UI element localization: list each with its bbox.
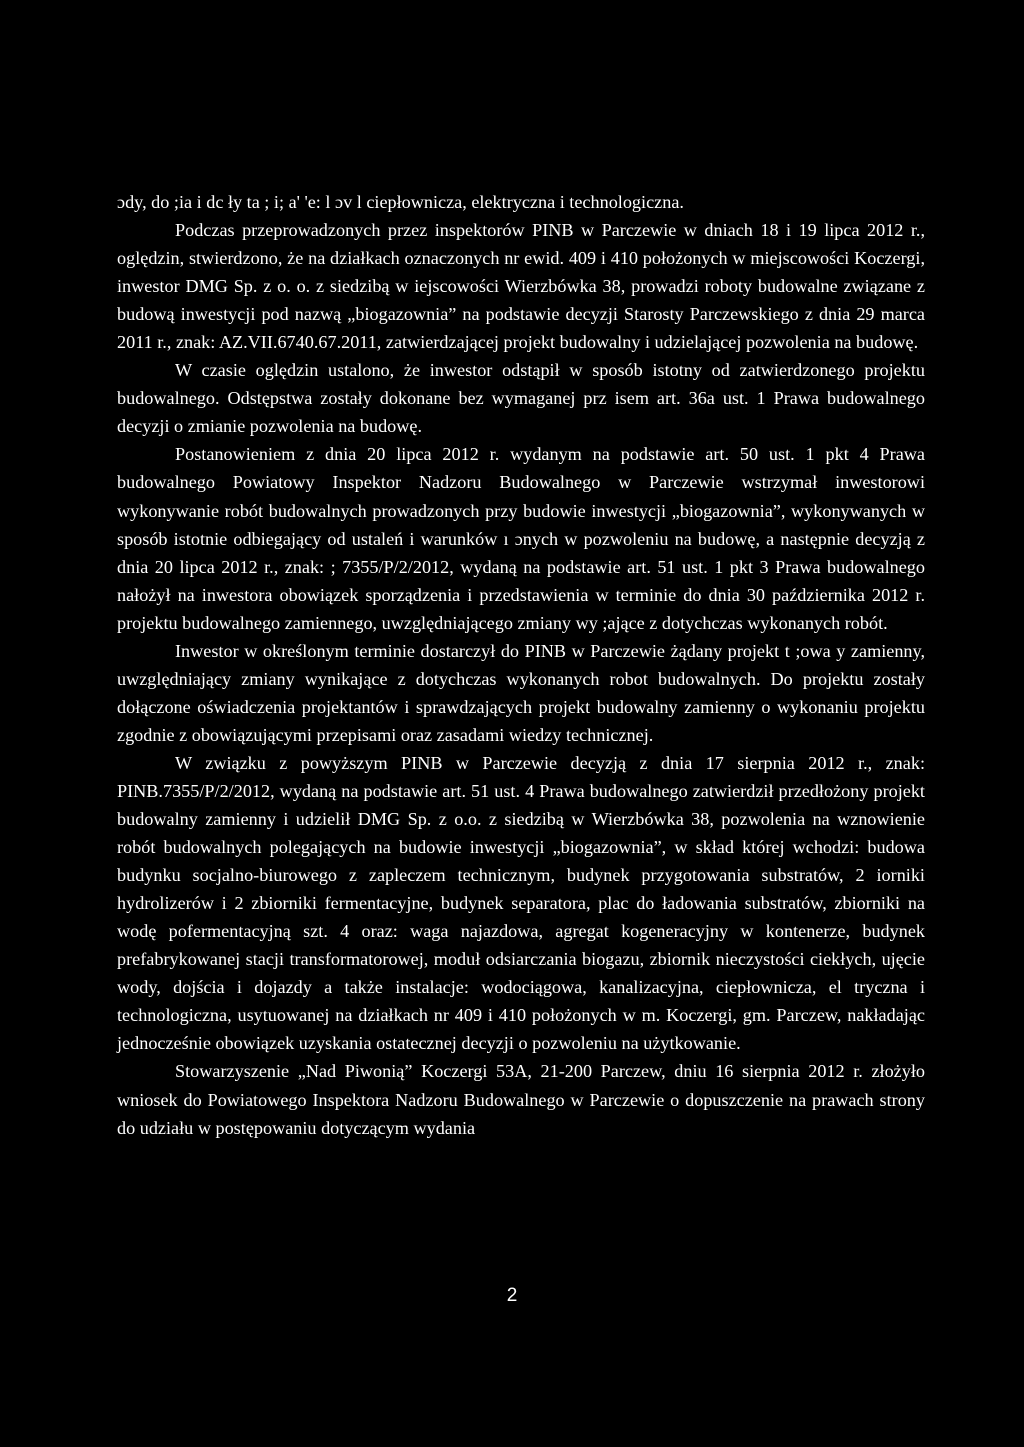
paragraph-2: Podczas przeprowadzonych przez inspektorów PINB w Parczewie w dniach 18 i 19 lipca 2012 r., oględzin, stwierdzono, że na działkach oznaczonych nr ewid. 409 i 410 położonych w miejscowości Koczergi, inwestor DMG Sp. z o. o. z siedzibą w iejscowości Wierzbówka 38, prowadzi roboty budowalne związane z budową inwestycji pod nazwą „biogazownia” na podstawie decyzji Starosty Parczewskiego z dnia 29 marca 2011 r., znak: AZ.VII.6740.67.2011, zatwierdzającej projekt budowalny i udzielającej pozwolenia na budowę. xyxy=(117,220,925,353)
paragraph-6: W związku z powyższym PINB w Parczewie decyzją z dnia 17 sierpnia 2012 r., znak: PINB.7355/P/2/2012, wydaną na podstawie art. 51 ust. 4 Prawa budowalnego zatwierdził przedłożony projekt budowalny zamienny i udzielił DMG Sp. z o.o. z siedzibą w Wierzbówka 38, pozwolenia na wznowienie robót budowalnych polegających na budowie inwestycji „biogazownia”, w skład której wchodzi: budowa budynku socjalno-biurowego z zapleczem technicznym, budynek przygotowania substratów, 2 iorniki hydrolizerów i 2 zbiorniki fermentacyjne, budynek separatora, plac do ładowania substratów, zbiorniki na wodę pofermentacyjną szt. 4 oraz: waga najazdowa, agregat kogeneracyjny w kontenerze, budynek prefabrykowanej stacji transformatorowej, moduł odsiarczania biogazu, zbiornik nieczystości ciekłych, ujęcie wody, dojścia i dojazdy a także instalacje: wodociągowa, kanalizacyjna, ciepłownicza, el tryczna i technologiczna, usytuowanej na działkach nr 409 i 410 położonych w m. Koczergi, gm. Parczew, nakładając jednocześnie obowiązek uzyskania ostatecznej decyzji o pozwoleniu na użytkowanie. xyxy=(117,752,925,1054)
paragraph-3: W czasie oględzin ustalono, że inwestor odstąpił w sposób istotny od zatwierdzonego projektu budowalnego. Odstępstwa zostały dokonane bez wymaganej prz isem art. 36a ust. 1 Prawa budowalnego decyzji o zmianie pozwolenia na budowę. xyxy=(117,360,925,437)
paragraph-4: Postanowieniem z dnia 20 lipca 2012 r. wydanym na podstawie art. 50 ust. 1 pkt 4 Prawa budowalnego Powiatowy Inspektor Nadzoru Budowalnego w Parczewie wstrzymał inwestorowi wykonywanie robót budowalnych prowadzonych przy budowie inwestycji „biogazownia”, wykonywanych w sposób istotnie odbiegający od ustaleń i warunków ı ɔnych w pozwoleniu na budowę, a następnie decyzją z dnia 20 lipca 2012 r., znak: ; 7355/P/2/2012, wydaną na podstawie art. 51 ust. 1 pkt 3 Prawa budowalnego nałożył na inwestora obowiązek sporządzenia i przedstawienia w terminie do dnia 30 października 2012 r. projektu budowalnego zamiennego, uwzględniającego zmiany wy ;ające z dotychczas wykonanych robót. xyxy=(117,444,925,633)
paragraph-7: Stowarzyszenie „Nad Piwonią” Koczergi 53A, 21-200 Parczew, dniu 16 sierpnia 2012 r. złożyło wniosek do Powiatowego Inspektora Nadzoru Budowalnego w Parczewie o dopuszczenie na prawach strony do udziału w postępowaniu dotyczącym wydania xyxy=(117,1061,925,1138)
paragraph-1: ɔdy, do ;ia i dc ły ta ; i; a' 'e: l ɔv l ciepłownicza, elektryczna i technologiczna. xyxy=(117,192,684,212)
paragraph-5: Inwestor w określonym terminie dostarczył do PINB w Parczewie żądany projekt t ;owa y zamienny, uwzględniający zmiany wynikające z dotychczas wykonanych robot budowalnych. Do projektu zostały dołączone oświadczenia projektantów i sprawdzających projekt budowalny zamienny o wykonaniu projektu zgodnie z obowiązującymi przepisami oraz zasadami wiedzy technicznej. xyxy=(117,640,925,745)
page-number: 2 xyxy=(506,1285,518,1306)
document-body xyxy=(117,188,925,1142)
